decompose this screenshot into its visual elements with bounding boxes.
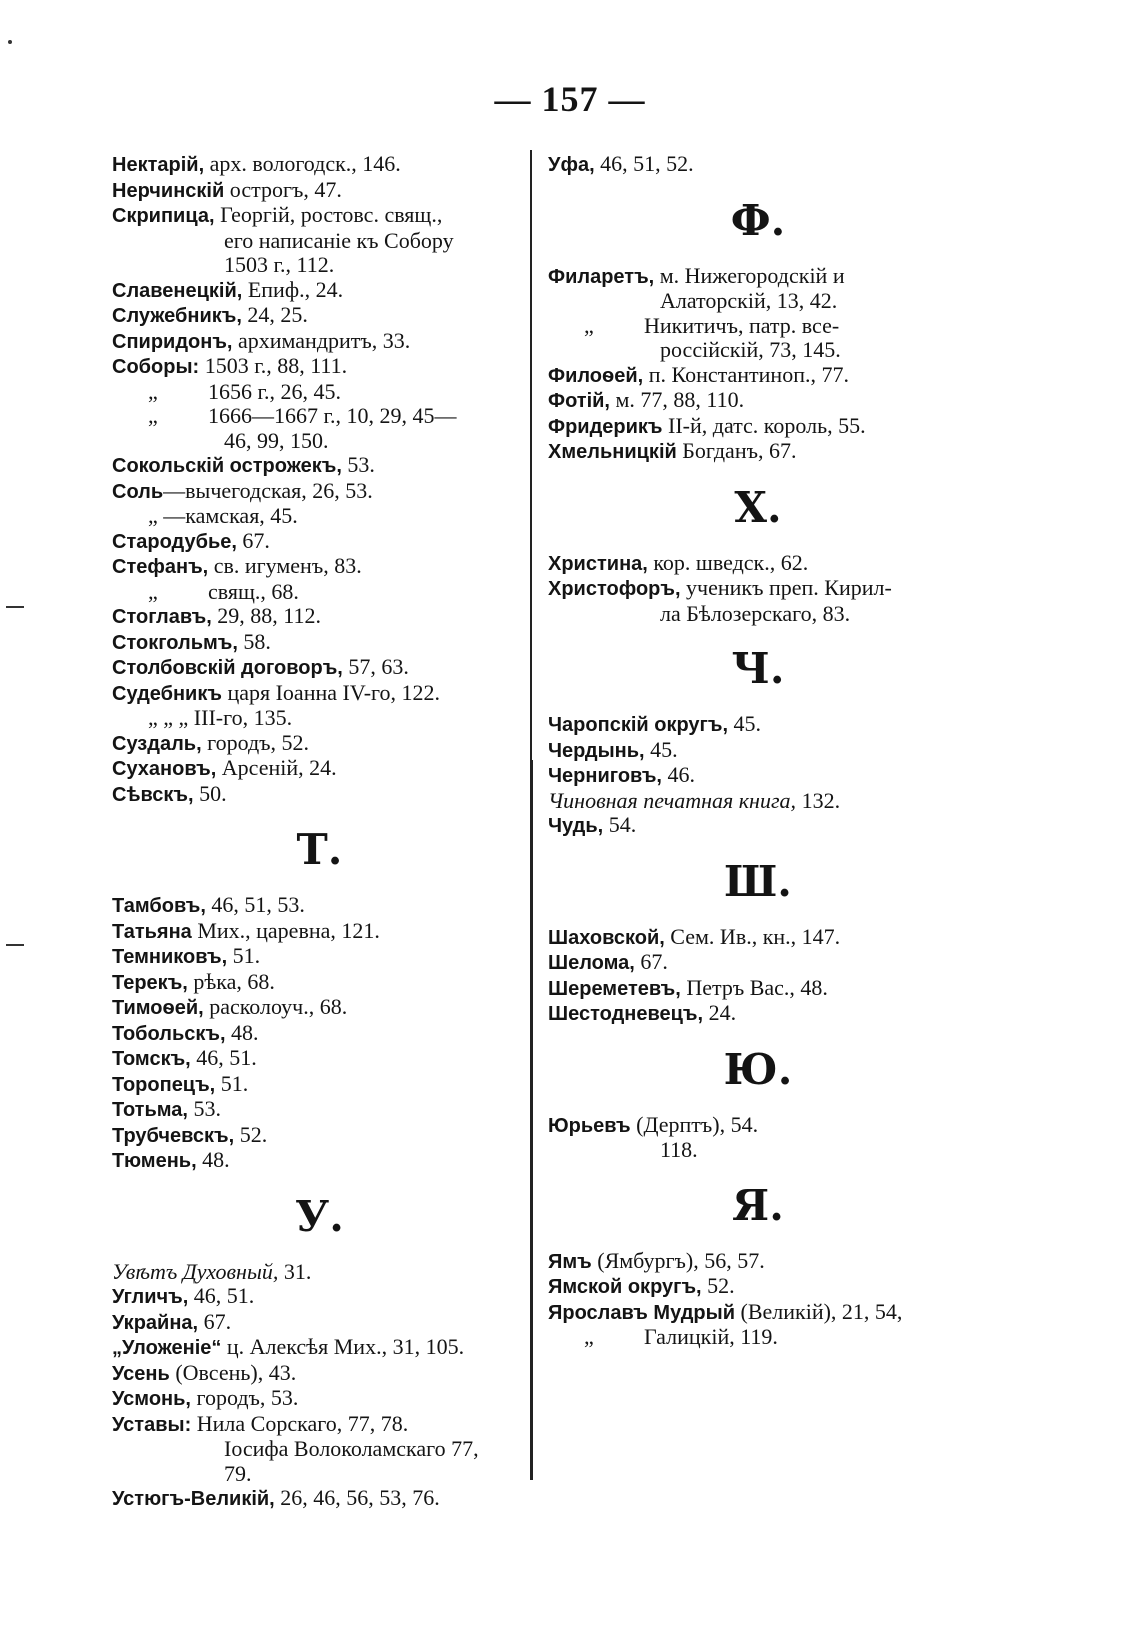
- entry-references: 45.: [728, 711, 761, 736]
- entry-heading: Шелома,: [548, 952, 635, 974]
- ditto-mark: „: [148, 503, 158, 528]
- entry-references: 67.: [198, 1308, 232, 1334]
- index-entry: [112, 404, 527, 429]
- entry-references: (Овсень), 43.: [169, 1359, 297, 1385]
- entry-heading: Славенецкій,: [112, 279, 243, 302]
- index-entry: [548, 388, 968, 414]
- index-entry: [548, 551, 968, 577]
- entry-continuation: Галицкій, 119.: [644, 1324, 778, 1349]
- index-entry: [112, 1437, 527, 1462]
- section-letter: У.: [295, 1191, 344, 1241]
- index-entry: [112, 1072, 527, 1098]
- index-entry: [548, 813, 968, 839]
- entry-heading: Юрьевъ: [548, 1114, 631, 1137]
- index-entry: [112, 303, 527, 329]
- entry-references: 24.: [703, 1000, 737, 1025]
- entry-references: архимандритъ, 33.: [232, 327, 411, 353]
- entry-heading: Стародубье,: [112, 530, 237, 553]
- index-entry: [112, 453, 527, 479]
- page-number: — 157 —: [494, 79, 646, 119]
- entry-heading: Стокгольмъ,: [112, 631, 238, 654]
- entry-heading: Томскъ,: [112, 1048, 191, 1070]
- entry-heading: Тотьма,: [112, 1099, 188, 1121]
- entry-continuation: 1503 г., 112.: [224, 252, 335, 277]
- index-entry: [112, 529, 527, 555]
- index-entry: [112, 1021, 527, 1047]
- entry-references: кор. шведск., 62.: [647, 549, 809, 575]
- left-index-column: [112, 152, 527, 1512]
- entry-heading: Устюгъ-Великій,: [112, 1488, 275, 1510]
- section-letter: Х.: [734, 482, 782, 532]
- entry-references: 51.: [227, 943, 261, 968]
- entry-heading: Тюмень,: [112, 1150, 197, 1172]
- entry-heading: Стефанъ,: [112, 556, 209, 578]
- entry-references: 51.: [215, 1070, 249, 1096]
- entry-continuation: Іосифа Волоколамскаго 77,: [224, 1436, 479, 1461]
- entry-references: II-й, датс. король, 55.: [662, 412, 866, 438]
- entry-heading: Усмонь,: [112, 1388, 191, 1410]
- entry-references: (Великій), 21, 54,: [735, 1298, 903, 1324]
- section-letter: Я.: [732, 1180, 784, 1230]
- ditto-mark: „ „ „: [148, 705, 189, 730]
- index-entry: [112, 1148, 527, 1174]
- ditto-mark: „: [148, 378, 158, 404]
- entry-heading: Шестодневецъ,: [548, 1003, 704, 1025]
- entry-heading: Суздаль,: [112, 732, 202, 755]
- index-entry: [112, 278, 527, 304]
- entry-heading: Филоѳей,: [548, 364, 644, 387]
- index-entry: [112, 504, 527, 529]
- entry-heading: Стоглавъ,: [112, 606, 212, 628]
- margin-mark: [6, 944, 24, 946]
- index-entry: [112, 1284, 527, 1310]
- entry-heading: Судебникъ: [112, 682, 222, 705]
- index-entry: [548, 763, 968, 789]
- entry-heading: Ярославъ Мудрый: [548, 1301, 736, 1324]
- index-entry: [112, 380, 527, 405]
- entry-references: 67.: [634, 949, 668, 974]
- index-entry: [112, 152, 527, 178]
- margin-mark: [8, 40, 12, 44]
- index-entry: [112, 604, 527, 630]
- entry-references: острогъ, 47.: [224, 176, 342, 202]
- entry-references: 52.: [701, 1273, 735, 1298]
- entry-references: расколоуч., 68.: [203, 994, 348, 1019]
- entry-heading-italic: Чиновная печатная книга,: [548, 787, 797, 813]
- entry-references: 24, 25.: [241, 302, 308, 327]
- index-entry: [548, 289, 968, 314]
- index-entry: [112, 479, 527, 505]
- index-entry: [112, 944, 527, 970]
- entry-continuation: его написаніе къ Собору: [224, 227, 454, 253]
- entry-heading: Столбовскій договоръ,: [112, 657, 343, 679]
- entry-heading: Фотій,: [548, 390, 610, 412]
- entry-references: —камская, 45.: [157, 503, 298, 528]
- entry-heading: Христина,: [548, 552, 648, 575]
- entry-continuation: 1666—1667 г., 10, 29, 45—: [208, 403, 457, 428]
- entry-heading: Уставы:: [112, 1413, 192, 1436]
- entry-references: —вычегодская, 26, 53.: [163, 477, 373, 503]
- entry-references: ц. Алексѣя Мих., 31, 105.: [221, 1334, 465, 1359]
- entry-references: Георгій, ростовс. свящ.,: [214, 202, 443, 227]
- entry-references: 31.: [278, 1258, 312, 1284]
- entry-references: ученикъ преп. Кирил-: [680, 575, 892, 600]
- index-entry: [112, 1361, 527, 1387]
- entry-heading-italic: Увѣтъ Духовный,: [112, 1258, 279, 1284]
- index-entry: [548, 576, 968, 602]
- entry-continuation: 46, 99, 150.: [224, 427, 329, 453]
- entry-references: Сем. Ив., кн., 147.: [664, 923, 841, 949]
- entry-heading: Христофоръ,: [548, 578, 681, 600]
- entry-references: 52.: [234, 1121, 268, 1147]
- entry-heading: „Уложеніе“: [112, 1337, 222, 1359]
- index-entry: [112, 731, 527, 757]
- entry-references: Петръ Вас., 48.: [680, 974, 828, 1000]
- index-entry: [112, 1486, 527, 1512]
- index-entry: [548, 1249, 968, 1275]
- section-letter: Ш.: [724, 856, 792, 906]
- index-entry: [548, 1274, 968, 1300]
- entry-continuation: свящ., 68.: [208, 578, 299, 604]
- entry-references: 46, 51, 52.: [594, 151, 694, 176]
- index-entry: [548, 363, 968, 389]
- entry-references: 45.: [644, 736, 678, 762]
- index-entry: [112, 580, 527, 605]
- entry-heading: Сѣвскъ,: [112, 783, 194, 806]
- entry-references: 53.: [187, 1096, 221, 1121]
- entry-references: 46.: [661, 762, 695, 787]
- entry-continuation: россійскій, 73, 145.: [660, 337, 841, 362]
- entry-heading: Фридерикъ: [548, 415, 663, 438]
- entry-heading: Терекъ,: [112, 971, 188, 994]
- index-entry: [548, 602, 968, 627]
- index-entry: [112, 681, 527, 707]
- entry-heading: Соборы:: [112, 356, 200, 378]
- entry-references: м. Нижегородскій и: [654, 262, 845, 288]
- entry-references: Нила Сорскаго, 77, 78.: [191, 1410, 409, 1436]
- entry-heading: Черниговъ,: [548, 765, 662, 787]
- index-entry: [112, 1123, 527, 1149]
- index-entry: [112, 782, 527, 808]
- entry-references: 132.: [796, 787, 841, 813]
- ditto-mark: „: [584, 1324, 594, 1349]
- index-entry: [548, 152, 968, 178]
- index-entry: [548, 1138, 968, 1163]
- index-entry: [548, 950, 968, 976]
- entry-references: арх. вологодск., 146.: [204, 151, 401, 176]
- entry-heading: Филаретъ,: [548, 265, 655, 288]
- entry-heading: Спиридонъ,: [112, 330, 233, 353]
- entry-heading: Нерчинскій: [112, 179, 225, 202]
- entry-heading: Украйна,: [112, 1311, 199, 1334]
- index-entry: [548, 1001, 968, 1027]
- entry-references: городъ, 52.: [201, 729, 310, 755]
- entry-references: м. 77, 88, 110.: [610, 387, 745, 412]
- index-entry: [548, 976, 968, 1002]
- entry-references: (Дерптъ), 54.: [630, 1111, 759, 1137]
- entry-continuation: 79.: [224, 1460, 252, 1486]
- entry-references: 1503 г., 88, 111.: [199, 353, 348, 378]
- index-entry: [112, 706, 527, 731]
- index-entry: [112, 1386, 527, 1412]
- entry-continuation: Никитичъ, патр. все-: [644, 312, 840, 338]
- entry-references: 48.: [225, 1019, 259, 1045]
- index-entry: [548, 925, 968, 951]
- index-entry: [548, 712, 968, 738]
- entry-references: Богданъ, 67.: [676, 438, 797, 463]
- index-entry: [112, 178, 527, 204]
- entry-references: п. Константиноп., 77.: [643, 361, 849, 387]
- index-entry: [112, 630, 527, 656]
- entry-heading: Соль: [112, 480, 164, 503]
- entry-references: 67.: [236, 527, 270, 553]
- index-entry: [112, 919, 527, 945]
- right-index-column: [548, 152, 968, 1350]
- entry-continuation: 1656 г., 26, 45.: [208, 378, 342, 404]
- entry-heading: Шаховской,: [548, 926, 665, 949]
- entry-references: Епиф., 24.: [242, 276, 344, 302]
- index-entry: [112, 893, 527, 919]
- entry-heading: Чердынь,: [548, 739, 645, 762]
- entry-heading: Шереметевъ,: [548, 977, 681, 1000]
- entry-references: 50.: [193, 780, 227, 806]
- section-letter: Т.: [296, 825, 343, 874]
- index-entry: [112, 1412, 527, 1438]
- index-entry: [112, 203, 527, 229]
- index-entry: [548, 1300, 968, 1326]
- entry-heading: Чаропскій округъ,: [548, 714, 728, 736]
- index-entry: [112, 354, 527, 380]
- entry-continuation: Алаторскій, 13, 42.: [660, 288, 838, 313]
- entry-references: (Ямбургъ), 56, 57.: [591, 1247, 765, 1273]
- entry-references: рѣка, 68.: [187, 968, 275, 994]
- entry-continuation: ла Бѣлозерскаго, 83.: [660, 600, 851, 626]
- entry-heading: Служебникъ,: [112, 305, 242, 327]
- index-entry: [548, 314, 968, 339]
- entry-references: 29, 88, 112.: [211, 603, 321, 628]
- entry-references: Мих., царевна, 121.: [191, 917, 380, 943]
- entry-heading: Тамбовъ,: [112, 895, 206, 917]
- entry-references: 53.: [341, 452, 375, 477]
- ditto-mark: „: [148, 578, 158, 604]
- ditto-mark: „: [148, 403, 158, 428]
- index-entry: [548, 264, 968, 290]
- entry-heading: Чудь,: [548, 815, 604, 837]
- entry-heading: Уфа,: [548, 154, 595, 176]
- entry-heading: Хмельницкій: [548, 441, 677, 463]
- entry-continuation: 118.: [660, 1137, 698, 1162]
- entry-heading: Ямской округъ,: [548, 1276, 702, 1298]
- entry-references: городъ, 53.: [190, 1385, 299, 1410]
- index-entry: [112, 229, 527, 254]
- entry-heading: Темниковъ,: [112, 946, 228, 968]
- entry-references: 58.: [237, 628, 271, 654]
- entry-heading: Угличъ,: [112, 1286, 189, 1308]
- index-entry: [112, 995, 527, 1021]
- index-entry: [548, 414, 968, 440]
- index-entry: [112, 756, 527, 782]
- entry-references: 26, 46, 56, 53, 76.: [274, 1485, 440, 1510]
- entry-references: 54.: [603, 812, 637, 837]
- section-letter: Ф.: [730, 195, 786, 245]
- index-entry: [112, 554, 527, 580]
- index-entry: [548, 1325, 968, 1350]
- entry-references: Арсеній, 24.: [216, 755, 337, 780]
- section-letter: Ю.: [723, 1044, 793, 1094]
- index-entry: [548, 1113, 968, 1139]
- index-entry: [112, 1462, 527, 1487]
- index-entry: [112, 253, 527, 278]
- entry-heading: Нектарій,: [112, 154, 205, 176]
- index-entry: [112, 429, 527, 454]
- entry-heading: Тобольскъ,: [112, 1022, 226, 1045]
- entry-heading: Тимоѳей,: [112, 997, 204, 1019]
- entry-heading: Торопецъ,: [112, 1073, 216, 1096]
- index-entry: [548, 738, 968, 764]
- entry-references: царя Іоанна IV-го, 122.: [221, 679, 441, 705]
- entry-references: св. игуменъ, 83.: [208, 553, 362, 578]
- entry-heading: Скрипица,: [112, 205, 215, 227]
- entry-references: III-го, 135.: [188, 705, 293, 730]
- index-entry: [548, 439, 968, 465]
- index-entry: [548, 338, 968, 363]
- index-entry: [112, 1260, 527, 1285]
- column-divider-lower: [532, 760, 533, 1480]
- index-entry: [112, 1310, 527, 1336]
- margin-mark: [6, 606, 24, 608]
- index-entry: [112, 655, 527, 681]
- entry-references: 46, 51.: [188, 1283, 255, 1308]
- index-entry: [112, 970, 527, 996]
- entry-heading: Татьяна: [112, 920, 192, 943]
- entry-heading: Трубчевскъ,: [112, 1124, 235, 1147]
- index-entry: [112, 1335, 527, 1361]
- entry-references: 48.: [196, 1147, 230, 1172]
- index-entry: [112, 329, 527, 355]
- index-entry: [112, 1097, 527, 1123]
- index-entry: [112, 1046, 527, 1072]
- entry-heading: Сухановъ,: [112, 758, 217, 780]
- entry-heading: Усень: [112, 1362, 170, 1385]
- section-letter: Ч.: [731, 644, 785, 693]
- index-entry: [548, 789, 968, 814]
- entry-references: 46, 51.: [190, 1045, 257, 1070]
- entry-references: 46, 51, 53.: [205, 892, 305, 917]
- entry-heading: Ямъ: [548, 1250, 592, 1273]
- ditto-mark: „: [584, 312, 594, 338]
- entry-references: 57, 63.: [342, 654, 409, 679]
- entry-heading: Сокольскій острожекъ,: [112, 455, 342, 477]
